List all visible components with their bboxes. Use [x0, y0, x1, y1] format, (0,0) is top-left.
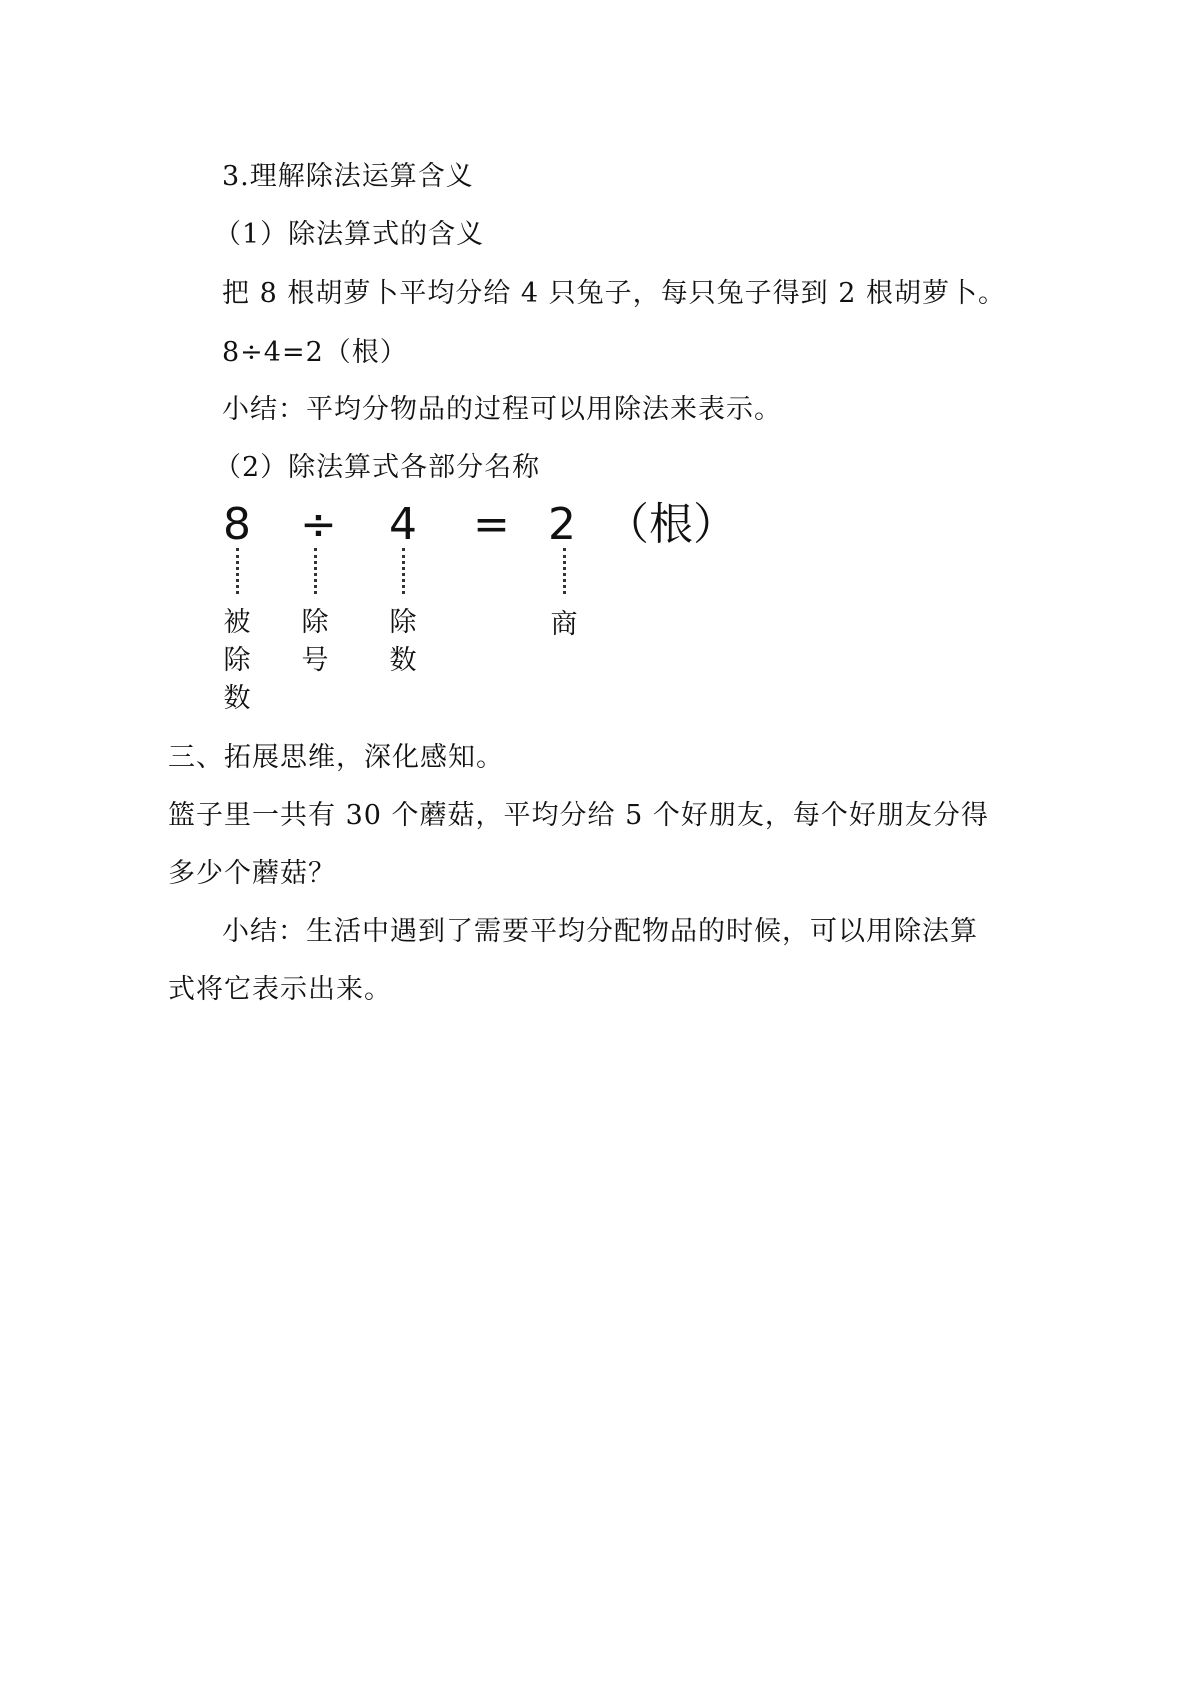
closing-summary-line-1: 小结：生活中遇到了需要平均分配物品的时候，可以用除法算: [222, 916, 978, 947]
label-division-sign: 除 号: [301, 607, 329, 676]
dividend-connector: [236, 548, 239, 594]
equals-sign: =: [473, 499, 510, 550]
label-divisor: 除 数: [389, 607, 417, 676]
example-equation: 8÷4=2（根）: [222, 337, 408, 368]
subheading-meaning: （1）除法算式的含义: [214, 219, 485, 250]
example-sentence: 把 8 根胡萝卜平均分给 4 只兔子，每只兔子得到 2 根胡萝卜。: [222, 278, 1007, 309]
label-dividend: 被 除 数: [223, 607, 251, 714]
part-heading: 三、拓展思维，深化感知。: [168, 742, 504, 773]
subheading-parts: （2）除法算式各部分名称: [214, 452, 541, 483]
divisor-number: 4: [389, 499, 417, 550]
problem-line-2: 多少个蘑菇？: [168, 858, 336, 889]
closing-summary-line-2: 式将它表示出来。: [168, 974, 392, 1005]
summary-text: 小结：平均分物品的过程可以用除法来表示。: [222, 394, 782, 425]
division-sign: ÷: [300, 499, 337, 550]
label-quotient: 商: [550, 609, 578, 640]
quotient-connector: [563, 548, 566, 594]
sign-connector: [314, 548, 317, 594]
dividend-number: 8: [223, 499, 251, 550]
section-heading: 3.理解除法运算含义: [222, 161, 474, 192]
problem-line-1: 篮子里一共有 30 个蘑菇，平均分给 5 个好朋友，每个好朋友分得: [168, 800, 989, 831]
quotient-number: 2: [548, 499, 576, 550]
divisor-connector: [402, 548, 405, 594]
unit-label: （根）: [605, 499, 737, 550]
